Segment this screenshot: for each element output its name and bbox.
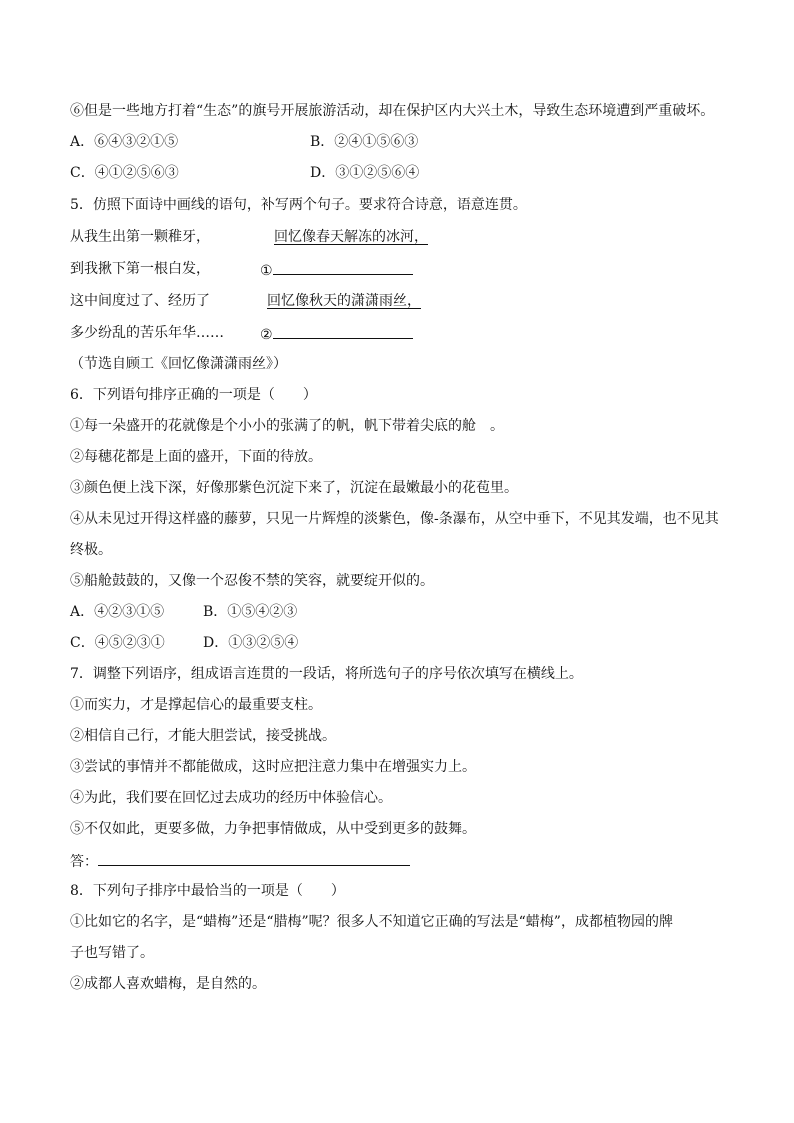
q6-options-row-2 xyxy=(70,634,470,652)
q6-stem: 6．下列语句排序正确的一项是（ ） xyxy=(70,387,317,403)
q7-sentence-3: ③尝试的事情并不都能做成，这时应把注意力集中在增强实力上。 xyxy=(70,759,476,775)
q5-blank-2 xyxy=(260,324,413,344)
q8-sentence-2: ②成都人喜欢蜡梅，是自然的。 xyxy=(70,976,266,992)
q8-sentence-1-part-1: ①比如它的名字，是“蜡梅”还是“腊梅”呢？很多人不知道它正确的写法是“蜡梅”，成都植物园的牌 xyxy=(70,914,673,930)
q6-option-c: C．④⑤②③① xyxy=(70,635,165,651)
q4-item-6: ⑥但是一些地方打着“生态”的旗号开展旅游活动，却在保护区内大兴土木，导致生态环境遭到严重破坏。 xyxy=(70,103,715,119)
q7-sentence-4: ④为此，我们要在回忆过去成功的经历中体验信心。 xyxy=(70,790,392,806)
q7-answer-row xyxy=(70,851,410,871)
q6-options-row-1 xyxy=(70,603,470,621)
q5-poem-line-4 xyxy=(70,324,730,342)
q7-sentence-2: ②相信自己行，才能大胆尝试，接受挑战。 xyxy=(70,728,336,744)
q5-line-3-left: 这中间度过了、经历了 xyxy=(70,293,210,309)
q4-options-row-2 xyxy=(70,164,730,182)
q5-blank-2-number: ② xyxy=(260,327,273,343)
q6-sentence-3: ③颜色便上浅下深，好像那紫色沉淀下来了，沉淀在最嫩最小的花苞里。 xyxy=(70,480,518,496)
q6-sentence-1: ①每一朵盛开的花就像是个小小的张满了的帆，帆下带着尖底的舱 。 xyxy=(70,418,504,434)
q5-poem-line-3 xyxy=(70,292,730,310)
q5-line-1-left: 从我生出第一颗稚牙， xyxy=(70,229,210,245)
q5-blank-1-line[interactable] xyxy=(273,260,413,275)
q5-poem-line-2 xyxy=(70,260,730,278)
q4-option-a: A．⑥④③②①⑤ xyxy=(70,134,179,150)
q6-sentence-4-part-1: ④从未见过开得这样盛的藤萝，只见一片辉煌的淡紫色，像-条瀑布，从空中垂下，不见其发端，也不见其 xyxy=(70,511,719,527)
q5-source: （节选自顾工《回忆像潇潇雨丝》） xyxy=(70,356,287,372)
q8-sentence-1-part-2: 子也写错了。 xyxy=(70,945,154,961)
q4-option-b: B．②④①⑤⑥③ xyxy=(310,134,419,150)
q4-option-d: D．③①②⑤⑥④ xyxy=(310,165,420,181)
q5-blank-1-number: ① xyxy=(260,263,273,279)
q6-option-b: B．①⑤④②③ xyxy=(203,604,298,620)
q7-sentence-1: ①而实力，才是撑起信心的最重要支柱。 xyxy=(70,697,322,713)
q5-stem: 5．仿照下面诗中画线的语句，补写两个句子。要求符合诗意，语意连贯。 xyxy=(70,197,527,213)
q7-answer-blank[interactable] xyxy=(98,851,410,866)
q8-stem: 8．下列句子排序中最恰当的一项是（ ） xyxy=(70,883,345,899)
q5-blank-2-line[interactable] xyxy=(273,324,413,339)
q5-poem-line-1 xyxy=(70,228,730,246)
q5-line-2-left: 到我揪下第一根白发， xyxy=(70,261,210,277)
q7-answer-label: 答： xyxy=(70,854,98,870)
q6-sentence-4-part-2: 终极。 xyxy=(70,542,112,558)
q5-line-3-underlined: 回忆像秋天的潇潇雨丝， xyxy=(267,293,421,309)
q4-options-row-1 xyxy=(70,133,730,151)
q7-stem: 7．调整下列语序，组成语言连贯的一段话，将所选句子的序号依次填写在横线上。 xyxy=(70,666,583,682)
q5-line-1-underlined: 回忆像春天解冻的冰河， xyxy=(274,229,428,245)
q7-sentence-5: ⑤不仅如此，更要多做，力争把事情做成，从中受到更多的鼓舞。 xyxy=(70,821,476,837)
q6-option-a: A．④②③①⑤ xyxy=(70,604,165,620)
q6-sentence-5: ⑤船舱鼓鼓的，又像一个忍俊不禁的笑容，就要绽开似的。 xyxy=(70,573,434,589)
q4-option-c: C．④①②⑤⑥③ xyxy=(70,165,179,181)
q6-option-d: D．①③②⑤④ xyxy=(203,635,299,651)
q5-line-4-left: 多少纷乱的苦乐年华…… xyxy=(70,325,224,341)
q5-blank-1 xyxy=(260,260,413,280)
q6-sentence-2: ②每穗花都是上面的盛开，下面的待放。 xyxy=(70,449,322,465)
